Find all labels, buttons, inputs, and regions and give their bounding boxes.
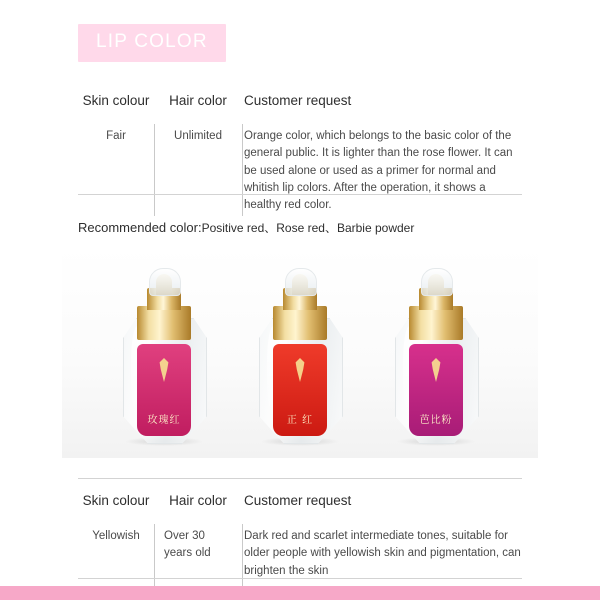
cell-customer-request: Dark red and scarlet intermediate tones, suitable for older people with yellowish skin and pigmentation, can brighten the skin [244,530,521,577]
divider-top [78,194,522,195]
info-table-bottom [78,492,522,580]
column-header-skin-colour: Skin colour [82,493,150,508]
table-header-row [78,92,522,118]
product-photo-strip [62,246,538,458]
product-bottle [387,258,485,444]
table-body-row [78,528,522,580]
footer-bar [0,586,600,600]
cell-hair-color: Over 30 years old [164,530,211,559]
bottle-label-text: 正 红 [286,415,314,426]
brand-flame-icon [426,358,446,382]
bottle-row [62,246,538,458]
brand-flame-icon [154,358,174,382]
bottle-collar [409,306,463,340]
divider-middle [78,478,522,479]
table-body-row [78,128,522,214]
divider-bottom [78,578,522,579]
column-header-hair-color: Hair color [169,493,227,508]
bottle-label-text: 芭比粉 [419,415,453,426]
column-header-customer-request: Customer request [244,93,352,108]
product-bottle [251,258,349,444]
table-divider-1 [154,124,155,216]
bottle-collar [137,306,191,340]
bottle-cap-dome [421,268,453,296]
table-divider-2 [242,524,243,594]
column-header-skin-colour: Skin colour [82,93,150,108]
recommended-values: Positive red、Rose red、Barbie powder [201,221,415,235]
product-bottle [115,258,213,444]
page-title: LIP COLOR [96,31,208,52]
cell-customer-request: Orange color, which belongs to the basic color of the general public. It is lighter than the rose flower. It can be used alone or used as a primer for normal and whitish lip colors. After the operation, it shows a healthy red color. [244,130,513,211]
bottle-liquid [409,344,463,436]
table-divider-1 [154,524,155,594]
bottle-cap-dome [149,268,181,296]
bottle-collar [273,306,327,340]
column-header-customer-request: Customer request [244,493,352,508]
table-header-row [78,492,522,518]
page-title-badge [78,24,226,62]
cell-skin-colour: Yellowish [92,530,140,542]
cell-hair-color: Unlimited [174,130,222,142]
column-header-hair-color: Hair color [169,93,227,108]
bottle-liquid [273,344,327,436]
brand-flame-icon [290,358,310,382]
cell-skin-colour: Fair [106,130,126,142]
recommended-label: Recommended color: [78,220,202,235]
recommended-color-line [78,219,414,236]
bottle-label-text: 玫瑰红 [147,415,181,426]
bottle-cap-dome [285,268,317,296]
bottle-liquid [137,344,191,436]
table-divider-2 [242,124,243,216]
info-table-top [78,92,522,214]
